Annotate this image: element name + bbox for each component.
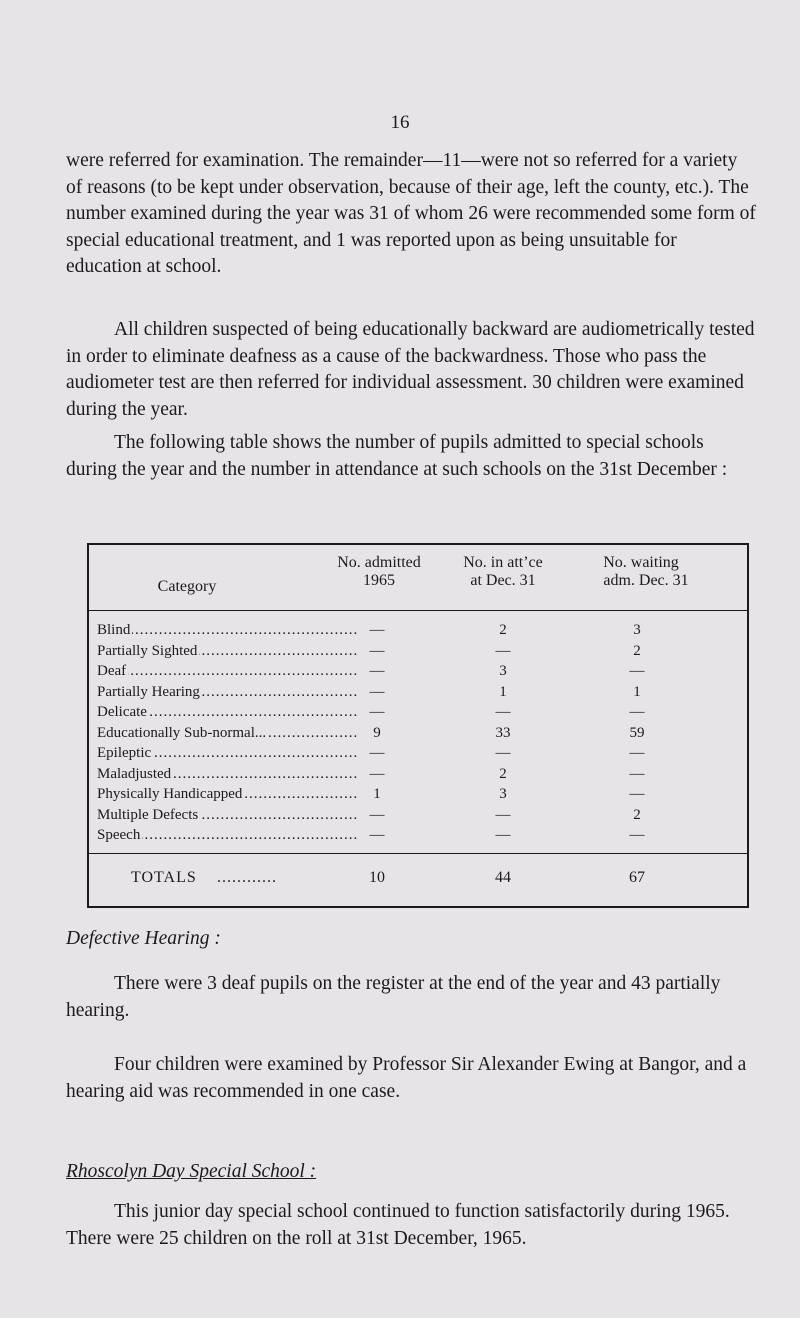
row-category (97, 621, 359, 639)
row-attendance: 2 (499, 765, 507, 782)
table-row (87, 826, 749, 844)
row-category-label: Partially Hearing (97, 683, 200, 700)
header-attendance-line2: at Dec. 31 (470, 572, 536, 589)
totals-attendance: 44 (495, 869, 511, 886)
row-category-label: Multiple Defects (97, 806, 199, 823)
table-row (87, 744, 749, 762)
table-row (87, 703, 749, 721)
row-category-label: Educationally Sub-normal... (97, 724, 267, 741)
row-admitted: — (369, 704, 385, 720)
row-waiting: — (629, 745, 645, 761)
totals-waiting: 67 (629, 869, 645, 886)
totals-dots: ............ (217, 869, 277, 886)
table-totals-rule (87, 853, 749, 854)
table-row (87, 683, 749, 701)
header-attendance-line1: No. in att’ce (463, 554, 543, 571)
row-waiting: 3 (633, 622, 641, 638)
row-attendance: — (495, 704, 511, 720)
heading-defective-hearing: Defective Hearing : (66, 928, 221, 949)
row-category-label: Partially Sighted (97, 642, 198, 659)
table-bottom-rule (87, 906, 749, 908)
row-category-label: Deaf (97, 663, 127, 679)
row-admitted: — (369, 765, 385, 782)
row-category-label: Maladjusted (97, 765, 172, 782)
table-row (87, 724, 749, 742)
row-category (97, 744, 359, 762)
row-attendance: 1 (499, 683, 507, 700)
header-admitted-line2: 1965 (363, 572, 395, 589)
row-attendance: — (495, 642, 511, 659)
row-category-label: Speech (97, 827, 141, 843)
row-category-label: Blind (97, 622, 131, 638)
paragraph-rhoscolyn: This junior day special school continued to function satisfactorily during 1965. There were 25 children on the roll at 31st December, 1965. (66, 1201, 730, 1249)
row-waiting: 59 (629, 724, 645, 741)
row-admitted: — (369, 806, 385, 823)
special-schools-table (87, 543, 749, 908)
row-category (97, 785, 359, 803)
paragraph-referrals: were referred for examination. The remainder—11—were not so referred for a variety of reasons (to be kept under observation, because of their age, left the county, etc.). The number examined during the year was 31 of whom 26 were recommended some form of special educational treatment, and 1 was reported upon as being unsuitable for education at school. (66, 150, 756, 277)
table-row (87, 765, 749, 783)
row-attendance: 33 (495, 724, 511, 741)
paragraph-audiometric: All children suspected of being educationally backward are audiometrically tested in order to eliminate deafness as a cause of the backwardness. Those who pass the audiometer test are then referred for individual assessment. 30 children were examined during the year. (66, 319, 755, 420)
table-header-rule (87, 610, 749, 611)
table-top-rule (87, 543, 749, 545)
totals-admitted: 10 (369, 869, 385, 886)
row-category (97, 826, 359, 844)
header-waiting-line2: adm. Dec. 31 (603, 572, 689, 589)
row-waiting: 2 (633, 642, 641, 659)
row-category-label: Delicate (97, 704, 147, 720)
row-waiting: 1 (633, 683, 641, 700)
table-row (87, 642, 749, 660)
row-category (97, 765, 359, 783)
table-row (87, 621, 749, 639)
row-admitted: — (369, 827, 385, 843)
row-admitted: — (369, 745, 385, 761)
table-row (87, 785, 749, 803)
row-admitted: — (369, 683, 385, 700)
row-category (97, 642, 359, 660)
row-attendance: 2 (499, 622, 507, 638)
heading-rhoscolyn: Rhoscolyn Day Special School : (66, 1161, 317, 1182)
header-category: Category (157, 578, 217, 595)
row-admitted: — (369, 622, 385, 638)
row-attendance: 3 (499, 786, 507, 802)
header-admitted-line1: No. admitted (337, 554, 421, 571)
header-waiting-line1: No. waiting (603, 554, 679, 571)
row-category (97, 662, 359, 680)
row-attendance: — (495, 827, 511, 843)
row-admitted: — (369, 663, 385, 679)
row-waiting: — (629, 765, 645, 782)
row-waiting: 2 (633, 806, 641, 823)
row-admitted: 9 (373, 724, 381, 741)
row-waiting: — (629, 786, 645, 802)
row-category (97, 703, 359, 721)
table-row (87, 806, 749, 824)
totals-label: TOTALS (131, 869, 197, 886)
row-waiting: — (629, 663, 645, 679)
row-attendance: — (495, 806, 511, 823)
row-attendance: — (495, 745, 511, 761)
row-attendance: 3 (499, 663, 507, 679)
row-admitted: 1 (373, 786, 381, 802)
paragraph-table-intro: The following table shows the number of pupils admitted to special schools during the year and the number in attendance at such schools on the 31st December : (66, 432, 728, 480)
row-admitted: — (369, 642, 385, 659)
row-category (97, 806, 359, 824)
row-waiting: — (629, 827, 645, 843)
table-row (87, 662, 749, 680)
row-category (97, 724, 359, 742)
row-category (97, 683, 359, 701)
paragraph-deaf-register: There were 3 deaf pupils on the register at the end of the year and 43 partially hearing. (66, 973, 721, 1021)
paragraph-ewing-exam: Four children were examined by Professor Sir Alexander Ewing at Bangor, and a hearing aid was recommended in one case. (66, 1054, 747, 1102)
page-number: 16 (390, 112, 410, 133)
row-category-label: Epileptic (97, 745, 152, 761)
row-category-label: Physically Handicapped (97, 786, 243, 802)
row-waiting: — (629, 704, 645, 720)
